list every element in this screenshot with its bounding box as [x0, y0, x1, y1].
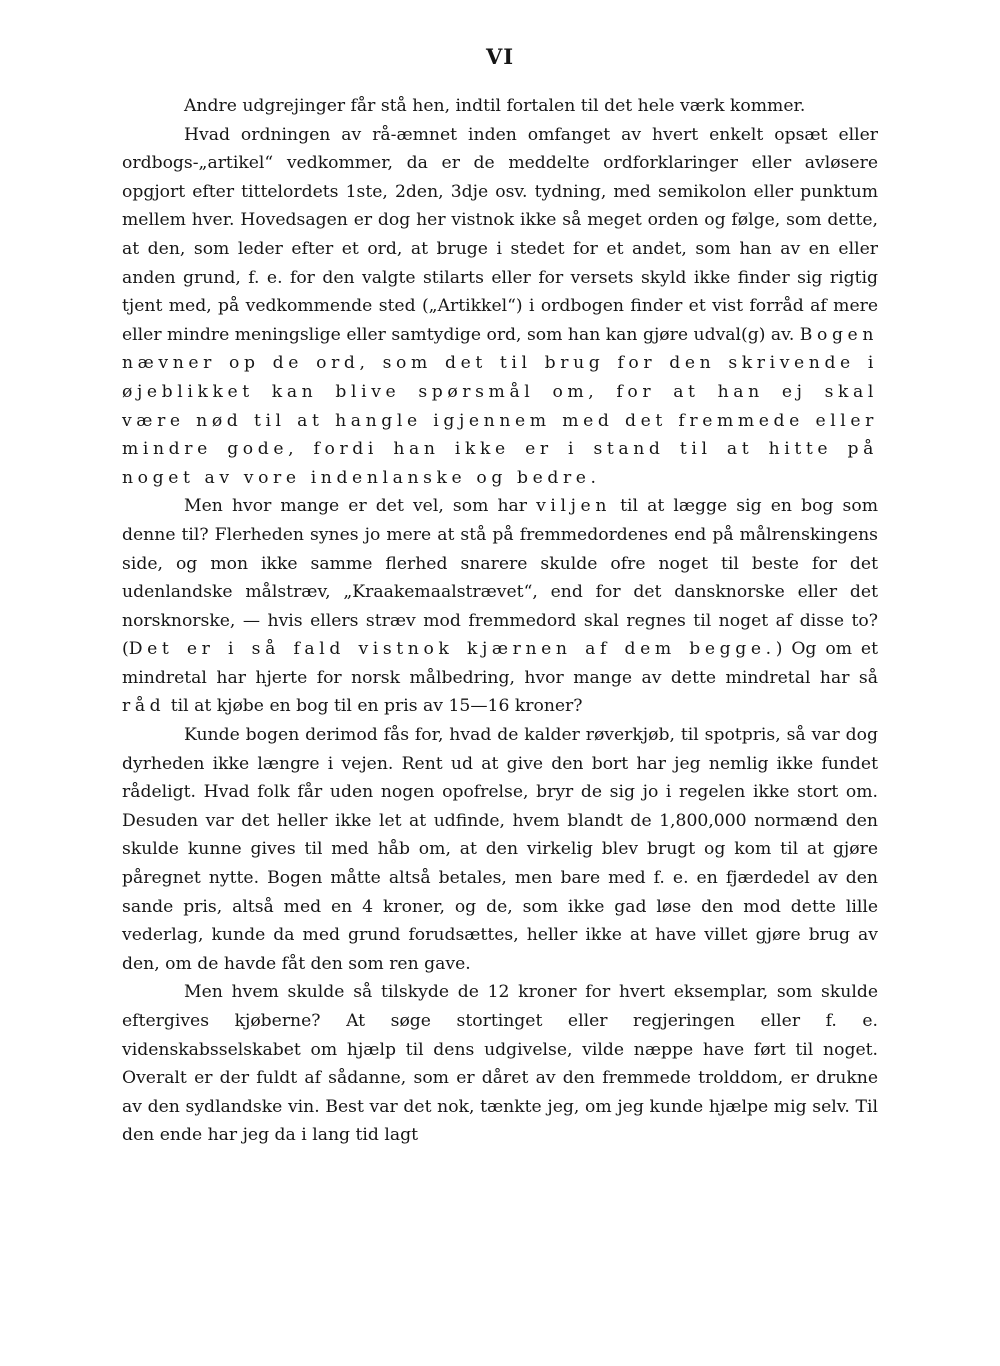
paragraph-text: til at lægge sig en bog som denne til? Flerheden synes jo mere at stå på fremmedordenes end på målrenskingens side, og mon ikke samme flerhed snarere skulde ofre noget til beste for det udenlandske målstræv, „Kraakemaalstrævet“, end for det dansknorske eller det norsknorske, — hvis ellers stræv mod fremmedord skal regnes til noget af disse to? (: [122, 496, 884, 660]
paragraph-text: ) Og om et mindretal har hjerte for norsk målbedring, hvor mange av dette mindretal har så: [122, 639, 884, 688]
paragraph-text: Men hvor mange er det vel, som har: [184, 496, 537, 517]
body-text: [122, 92, 889, 1150]
spaced-emphasis-text: Det er i så fald vistnok kjærnen af dem begge.: [128, 639, 776, 660]
page-number: VI: [485, 44, 515, 69]
spaced-emphasis-text: viljen: [536, 496, 611, 517]
paragraph-text: til at kjøbe en bog til en pris av 15—16 kroner?: [165, 696, 583, 717]
spaced-emphasis-text: Bogen nævner op de ord, som det til brug for den skrivende i øjeblikket kan blive spørsmål om, for at han ej skal være nød til at hangle igjennem med det fremmede eller mindre gode, fordi han ikke er i stand til at hitte på noget av vore indenlanske og bedre.: [122, 324, 889, 488]
paragraph: [122, 721, 884, 978]
paragraph: [122, 92, 878, 121]
paragraph-text: Men hvem skulde så tilskyde de 12 kroner for hvert eksemplar, som skulde eftergives kjøberne? At søge stortinget eller regjeringen eller f. e. videnskabsselskabet om hjælp til dens udgivelse, vilde næppe have ført til noget. Overalt er der fuldt af sådanne, som er dåret av den fremmede trolddom, er drukne av den sydlandske vin. Best var det nok, tænkte jeg, om jeg kunde hjælpe mig selv. Til den ende har jeg da i lang tid lagt: [122, 982, 884, 1146]
spaced-emphasis-text: råd: [122, 696, 166, 717]
paragraph: [122, 121, 889, 493]
paragraph: [122, 492, 884, 721]
paragraph-text: Hvad ordningen av rå-æmnet inden omfanget av hvert enkelt opsæt eller ordbogs-„artikel“ vedkommer, da er de meddelte ordforklaringer eller avløsere opgjort efter tittelordets 1ste, 2den, 3dje osv. tydning, med semikolon eller punktum mellem hver. Hovedsagen er dog her vistnok ikke så meget orden og følge, som dette, at den, som leder efter et ord, at bruge i stedet for et andet, som han av en eller anden grund, f. e. for den valgte stilarts eller for versets skyld ikke finder sig rigtig tjent med, på vedkommende sted („Artikkel“) i ordbogen finder et vist forråd af mere eller mindre meningslige eller samtydige ord, som han kan gjøre udval(g) av.: [122, 124, 884, 345]
paragraph-text: Andre udgrejinger får stå hen, indtil fortalen til det hele værk kommer.: [184, 96, 806, 116]
paragraph-text: Kunde bogen derimod fås for, hvad de kalder røverkjøb, til spotpris, så var dog dyrheden ikke længre i vejen. Rent ud at give den bort har jeg nemlig ikke fundet rådeligt. Hvad folk får uden nogen opofrelse, bryr de sig jo i regelen ikke stort om. Desuden var det heller ikke let at udfinde, hvem blandt de 1,800,000 normænd den skulde kunne gives til med håb om, at den virkelig blev brugt og kom til at gjøre påregnet nytte. Bogen måtte altså betales, men bare med f. e. en fjærdedel av den sande pris, altså med en 4 kroner, og de, som ikke gad løse den mod dette lille vederlag, kunde da med grund forudsættes, heller ikke at have villet gjøre brug av den, om de havde fåt den som ren gave.: [122, 725, 884, 974]
paragraph: [122, 978, 884, 1150]
